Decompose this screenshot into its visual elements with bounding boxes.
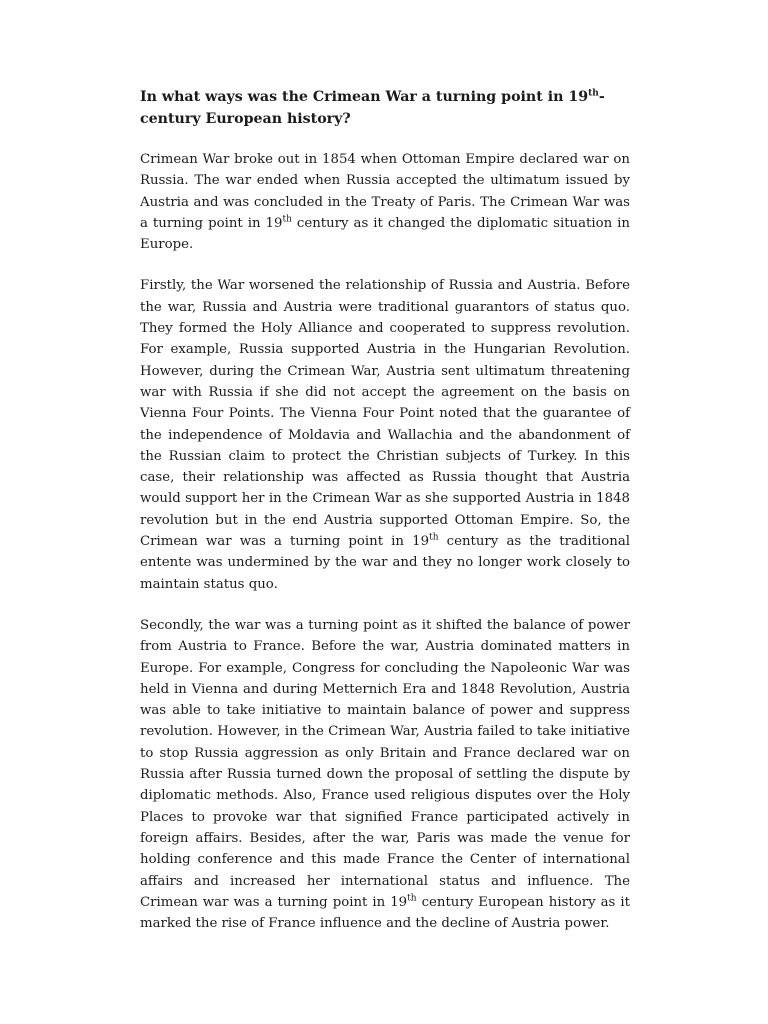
paragraph-text: Firstly, the War worsened the relationship of Russia and Austria. Before the war, Russia and Austria were traditional guarantors of status quo. They formed the Holy Alliance and cooperated to suppress revolution. For example, Russia supported Austria in the Hungarian Revolution. However, during the Crimean War, Austria sent ultimatum threatening war with Russia if she did not accept the agreement on the basis on Vienna Four Points. The Vienna Four Point noted that the guarantee of the independence of Moldavia and Wallachia and the abandonment of the Russian claim to protect the Christian subjects of Turkey. In this case, their relationship was affected as Russia thought that Austria would support her in the Crimean War as she supported Austria in 1848 revolution but in the end Austria supported Ottoman Empire. So, the Crimean war was a turning point in 19 [140,278,630,550]
essay-question-title [140,86,630,130]
paragraph-introduction [140,149,630,255]
paragraph-text: Secondly, the war was a turning point as it shifted the balance of power from Austria to France. Before the war, Austria dominated matters in Europe. For example, Congress for concluding the Napoleonic War was held in Vienna and during Metternich Era and 1848 Revolution, Austria was able to take initiative to maintain balance of power and suppress revolution. However, in the Crimean War, Austria failed to take initiative to stop Russia aggression as only Britain and France declared war on Russia after Russia turned down the proposal of settling the dispute by diplomatic methods. Also, France used religious disputes over the Holy Places to provoke war that signified France participated actively in foreign affairs. Besides, after the war, Paris was made the venue for holding conference and this made France the Center of international affairs and increased her international status and influence. The Crimean war was a turning point in 19 [140,617,630,910]
paragraph-text: Crimean War broke out in 1854 when Ottoman Empire declared war on Russia. The war ended when Russia accepted the ultimatum issued by Austria and was concluded in the Treaty of Paris. The Crimean War was a turning point in 19 [140,152,630,231]
superscript: th [282,214,292,225]
paragraph-second-point [140,615,630,934]
superscript: th [429,532,439,543]
paragraph-text: century as the traditional entente was undermined by the war and they no longer work closely to maintain status quo. [140,534,631,592]
paragraph-text: century European history as it marked the rise of France influence and the decline of Austria power. [140,894,630,932]
title-text-start: In what ways was the Crimean War a turning point in 19 [140,89,589,105]
document-page [140,86,630,954]
title-superscript: th [588,88,599,99]
title-text-end: -century European history? [140,89,605,127]
paragraph-first-point [140,275,630,594]
superscript: th [407,893,417,904]
paragraph-text: century as it changed the diplomatic situation in Europe. [140,215,630,253]
